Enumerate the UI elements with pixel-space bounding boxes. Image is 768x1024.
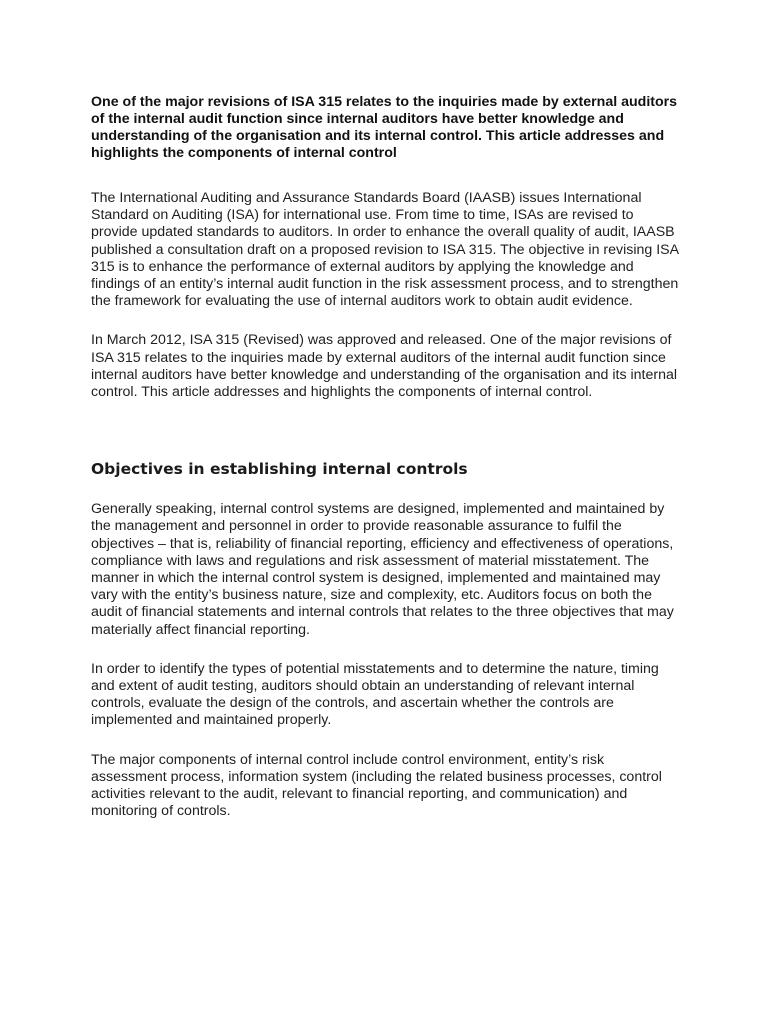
body-paragraph-2: In March 2012, ISA 315 (Revised) was approved and released. One of the major revisions of ISA 315 relates to the inquiries made by external auditors of the internal audit function since internal auditors have better knowledge and understanding of the organisation and its internal control. This article addresses and highlights the components of internal control. [91, 332, 678, 401]
section-paragraph-2: In order to identify the types of potential misstatements and to determine the nature, timing and extent of audit testing, auditors should obtain an understanding of relevant internal controls, evaluate the design of the controls, and ascertain whether the controls are implemented and maintained properly. [91, 660, 659, 729]
section-heading: Objectives in establishing internal controls [91, 460, 468, 479]
body-paragraph-1: The International Auditing and Assurance Standards Board (IAASB) issues International Standard on Auditing (ISA) for international use. From time to time, ISAs are revised to provide updated standards to auditors. In order to enhance the overall quality of audit, IAASB published a consultation draft on a proposed revision to ISA 315. The objective in revising ISA 315 is to enhance the performance of external auditors by applying the knowledge and findings of an entity’s internal audit function in the risk assessment process, and to strengthen the framework for evaluating the use of internal auditors work to obtain audit evidence. [91, 190, 679, 310]
section-paragraph-1: Generally speaking, internal control systems are designed, implemented and maintained by the management and personnel in order to provide reasonable assurance to fulfil the objectives – that is, reliability of financial reporting, efficiency and effectiveness of operations, compliance with laws and regulations and risk assessment of material misstatement. The manner in which the internal control system is designed, implemented and maintained may vary with the entity’s business nature, size and complexity, etc. Auditors focus on both the audit of financial statements and internal controls that relates to the three objectives that may materially affect financial reporting. [91, 501, 674, 638]
section-paragraph-3: The major components of internal control include control environment, entity’s risk assessment process, information system (including the related business processes, control activities relevant to the audit, relevant to financial reporting, and communication) and monitoring of controls. [91, 751, 662, 820]
intro-summary: One of the major revisions of ISA 315 relates to the inquiries made by external auditors of the internal audit function since internal auditors have better knowledge and understanding of the organisation and its internal control. This article addresses and highlights the components of internal control [91, 94, 678, 161]
